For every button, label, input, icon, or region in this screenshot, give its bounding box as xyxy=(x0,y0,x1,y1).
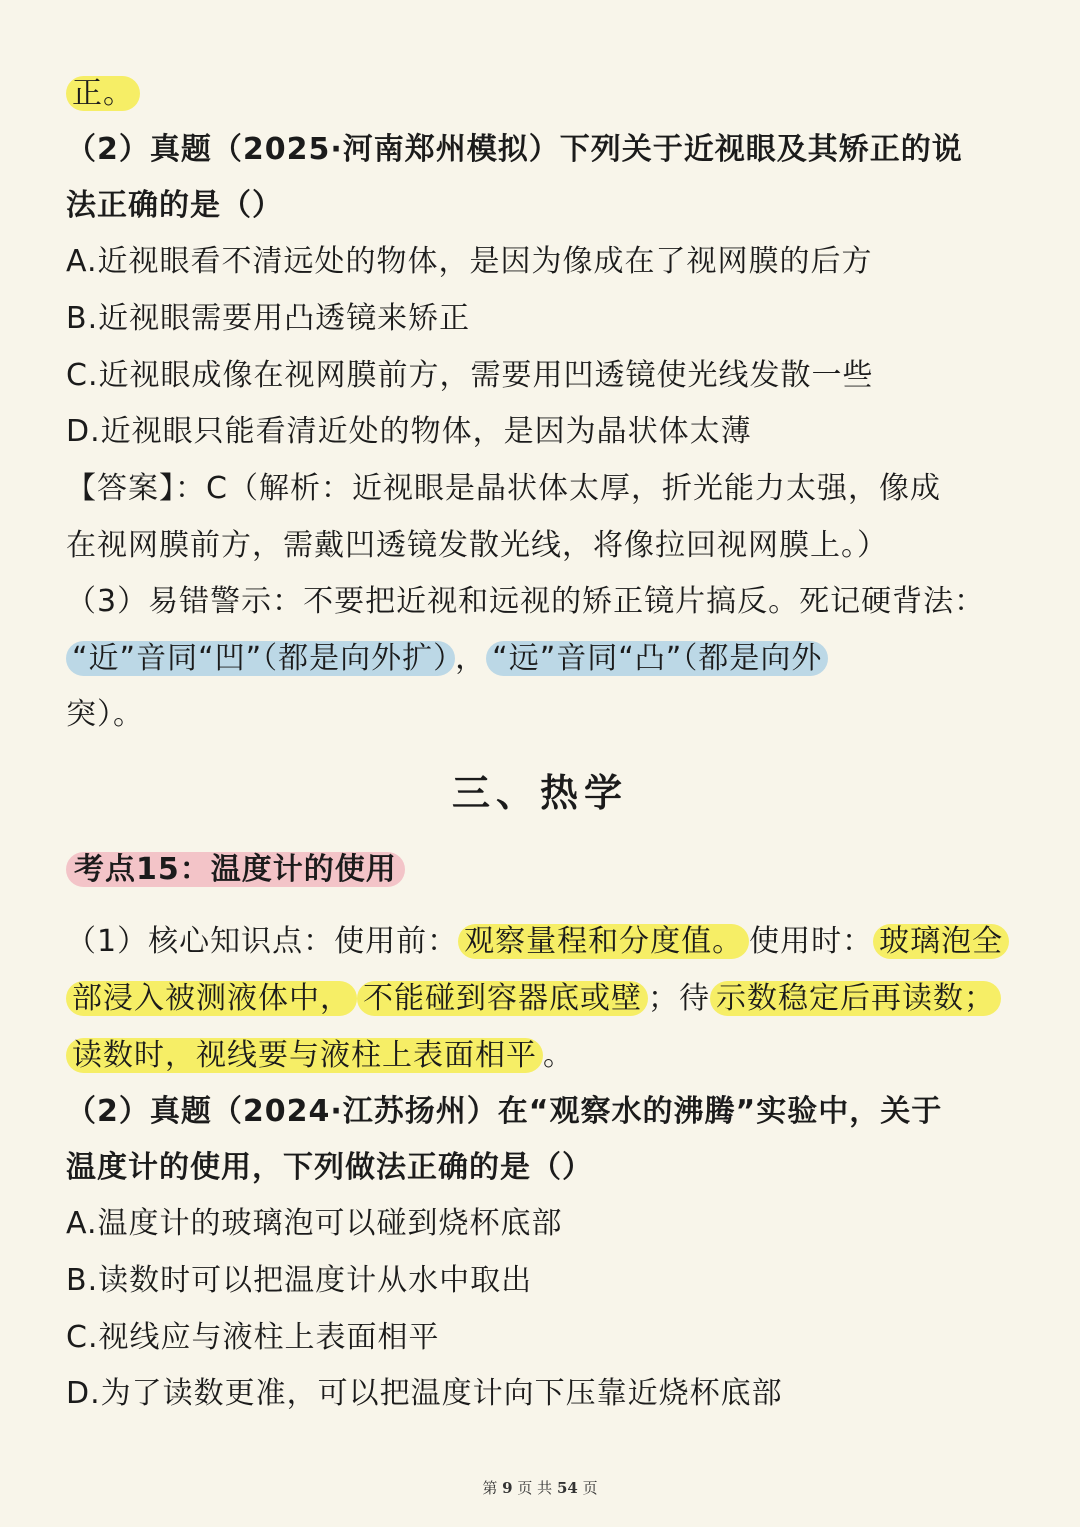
text: ；待 xyxy=(648,981,710,1016)
option-a: A.近视眼看不清远处的物体，是因为像成在了视网膜的后方 xyxy=(66,244,873,279)
question-2-line-1: （2）真题（2025·河南郑州模拟）下列关于近视眼及其矫正的说 xyxy=(66,132,963,167)
question-2b-line-2: 温度计的使用，下列做法正确的是（） xyxy=(66,1150,593,1185)
footer-prefix: 第 xyxy=(482,1479,498,1497)
question-2-line-2: 法正确的是（） xyxy=(66,188,283,223)
text: 。 xyxy=(543,1038,574,1073)
option-c: C.近视眼成像在视网膜前方，需要用凹透镜使光线发散一些 xyxy=(66,358,874,393)
answer-line-1: 【答案】：C（解析：近视眼是晶状体太厚，折光能力太强，像成 xyxy=(66,471,941,506)
option-c-2: C.视线应与液柱上表面相平 xyxy=(66,1320,440,1355)
highlight: 正。 xyxy=(66,76,140,111)
page-footer xyxy=(0,1477,1080,1498)
previous-line-end xyxy=(66,72,140,116)
mnemonic-line-end: 突）。 xyxy=(66,697,144,732)
warning-line-1: （3）易错警示：不要把近视和远视的矫正镜片搞反。死记硬背法： xyxy=(66,584,986,619)
text: 使用时： xyxy=(749,924,874,959)
highlight-near-concave: “近”音同“凹”（都是向外扩） xyxy=(66,641,455,676)
highlight-far-convex: “远”音同“凸”（都是向外 xyxy=(486,641,828,676)
highlight: 读数时，视线要与液柱上表面相平 xyxy=(66,1038,543,1073)
option-d: D.近视眼只能看清近处的物体，是因为晶状体太薄 xyxy=(66,414,752,449)
section-title: 三、热学 xyxy=(451,771,628,815)
knowledge-line-2 xyxy=(66,977,1001,1021)
highlight: 部浸入被测液体中， xyxy=(66,981,357,1016)
footer-mid: 页 共 xyxy=(517,1479,553,1497)
option-a-2: A.温度计的玻璃泡可以碰到烧杯底部 xyxy=(66,1206,563,1241)
highlight: 示数稳定后再读数； xyxy=(710,981,1001,1016)
mnemonic-line xyxy=(66,637,828,681)
footer-total-pages: 54 xyxy=(556,1479,578,1497)
comma: ， xyxy=(455,641,487,676)
highlight: 玻璃泡全 xyxy=(873,924,1009,959)
option-b-2: B.读数时可以把温度计从水中取出 xyxy=(66,1263,533,1298)
answer-line-2: 在视网膜前方，需戴凹透镜发散光线，将像拉回视网膜上。） xyxy=(66,528,888,563)
option-b: B.近视眼需要用凸透镜来矫正 xyxy=(66,301,471,336)
topic-heading-highlight: 考点15：温度计的使用 xyxy=(66,852,405,887)
option-d-2: D.为了读数更准，可以把温度计向下压靠近烧杯底部 xyxy=(66,1376,783,1411)
knowledge-line-3 xyxy=(66,1034,574,1078)
knowledge-line-1 xyxy=(66,920,1009,964)
highlight: 不能碰到容器底或壁 xyxy=(357,981,648,1016)
topic-heading xyxy=(66,848,405,892)
footer-page-number: 9 xyxy=(502,1479,513,1497)
knowledge-label: （1）核心知识点：使用前： xyxy=(66,924,459,959)
question-2b-line-1: （2）真题（2024·江苏扬州）在“观察水的沸腾”实验中，关于 xyxy=(66,1094,943,1129)
footer-suffix: 页 xyxy=(582,1479,598,1497)
highlight: 观察量程和分度值。 xyxy=(458,924,749,959)
